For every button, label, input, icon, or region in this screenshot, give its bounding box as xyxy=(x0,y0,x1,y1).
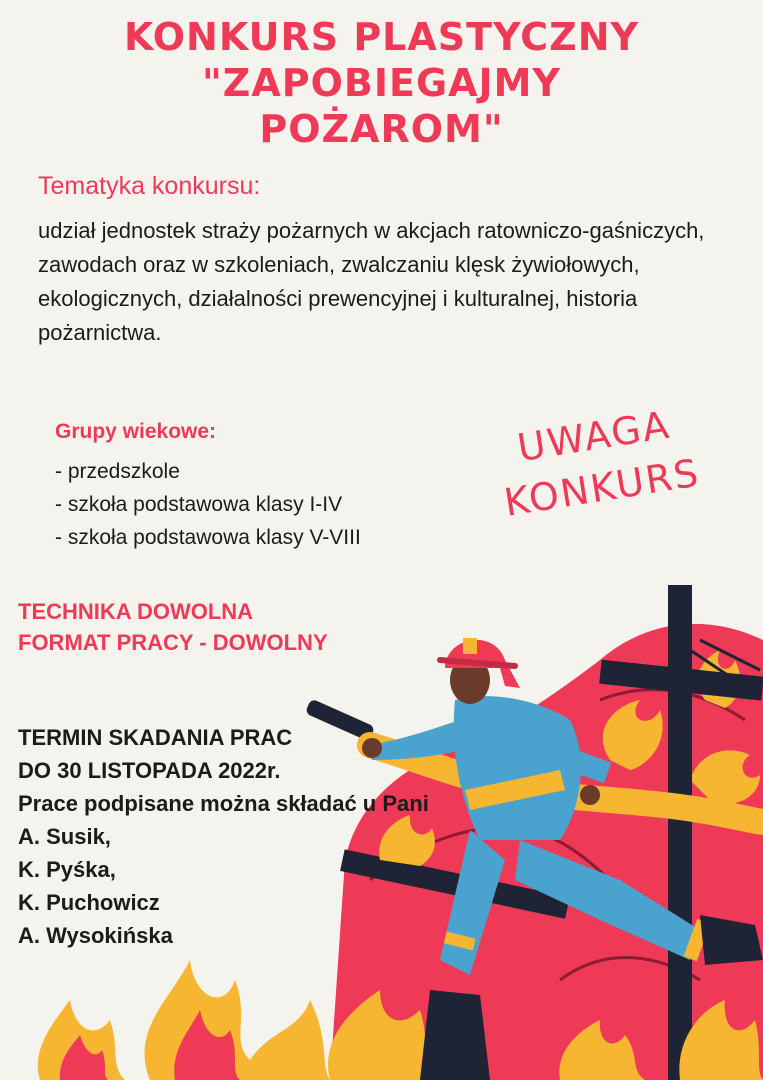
title-line-3: POŻAROM" xyxy=(259,107,504,151)
teacher-name: K. Pyśka, xyxy=(18,857,116,882)
technique-line-2: FORMAT PRACY - DOWOLNY xyxy=(18,630,328,655)
theme-heading: Tematyka konkursu: xyxy=(38,172,261,200)
beam-vertical xyxy=(668,585,692,1080)
firefighter-body xyxy=(454,696,581,840)
age-groups-list xyxy=(55,455,361,554)
list-item: - szkoła podstawowa klasy V-VIII xyxy=(55,526,361,549)
technique-info xyxy=(18,596,328,658)
poster-title xyxy=(0,14,763,152)
deadline-line-2: DO 30 LISTOPADA 2022r. xyxy=(18,758,281,783)
list-item: - przedszkole xyxy=(55,460,180,483)
deadline-line-1: TERMIN SKADANIA PRAC xyxy=(18,725,293,750)
notice-line-1: UWAGA xyxy=(514,402,674,471)
technique-line-1: TECHNIKA DOWOLNA xyxy=(18,599,254,624)
age-groups-heading: Grupy wiekowe: xyxy=(55,420,217,443)
teacher-name: K. Puchowicz xyxy=(18,890,160,915)
theme-text: udział jednostek straży pożarnych w akcjach ratowniczo-gaśniczych, zawodach oraz w szkoleniach, zwalczaniu klęsk żywiołowych, ekologicznych, działalności prewencyjnej i kulturalnej, historia pożarnictwa. xyxy=(38,218,705,345)
notice-line-2: KONKURS xyxy=(501,450,703,525)
list-item: - szkoła podstawowa klasy I-IV xyxy=(55,493,343,516)
title-line-1: KONKURS PLASTYCZNY xyxy=(123,15,640,59)
deadline-line-3: Prace podpisane można składać u Pani xyxy=(18,791,429,816)
flame-bottom-left xyxy=(145,960,330,1080)
teacher-name: A. Susik, xyxy=(18,824,111,849)
teacher-name: A. Wysokińska xyxy=(18,923,173,948)
deadline-info xyxy=(18,721,429,952)
title-line-2: "ZAPOBIEGAJMY xyxy=(201,61,562,105)
